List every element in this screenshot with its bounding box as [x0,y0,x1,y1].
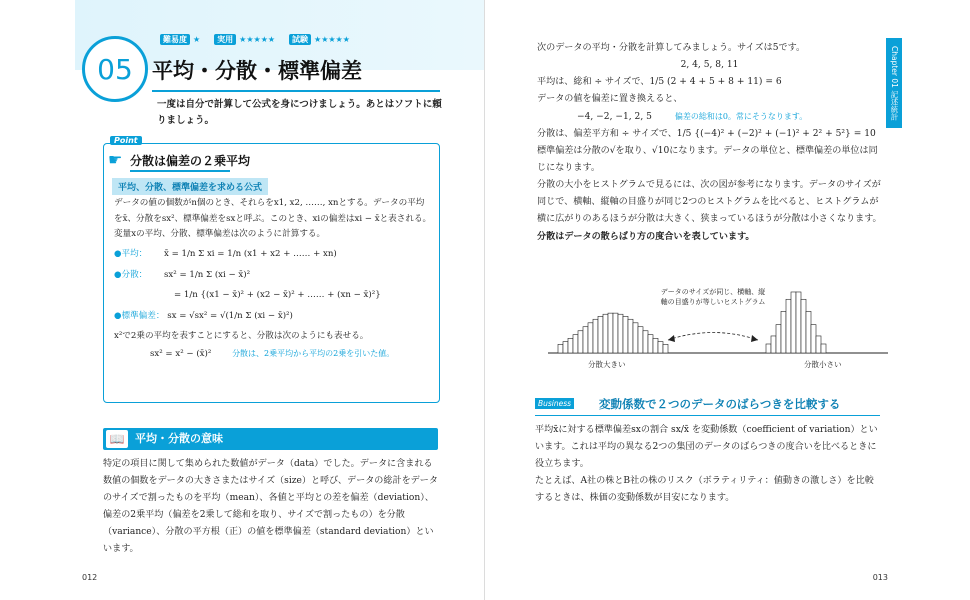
deviation-values: −4, −2, −1, 2, 5 [577,112,652,122]
histogram-bar [608,313,613,353]
page-number-left: 012 [82,573,98,582]
histogram-bar [658,342,663,353]
deviation-row [577,108,882,126]
histogram-bar [628,319,633,353]
histogram-bar [578,331,583,353]
business-paragraph: 平均x̄に対する標準偏差sxの割合 sx/x̄ を変動係数（coefficient of variation）といいます。これは平均の異なる2つの集団のデータのばらつきの度合いを比べるときに役立ちます。 [535,425,878,469]
histogram-bar [598,316,603,353]
rating-difficulty [160,34,200,45]
histogram-bar [821,344,826,353]
point-box [103,136,440,403]
mean-calculation: 平均は、総和 ÷ サイズで、1/5 (2 + 4 + 5 + 8 + 11) = 6 [537,77,782,87]
rating-stars: ★ [193,35,201,44]
deviation-note: 偏差の総和は0。常にそうなります。 [674,112,808,121]
rating-stars: ★★★★★ [239,35,276,44]
page-number-right: 013 [872,573,888,582]
book-icon: 📖 [106,430,128,448]
section-band [103,428,438,450]
alt-note: 分散は、2乗平均から平均の2乗を引いた値。 [232,349,395,358]
paragraph-text: 分散の大小をヒストグラムで見るには、次の図が参考になります。データのサイズが同じで、横軸、縦軸の目盛りが同じ2つのヒストグラムを比べると、ヒストグラムが横に広がりのあるほうが分散は大きく、狭まっているほうが分散は小さくなります。 [537,180,882,224]
alt-formula: sx² = x² − (x̄)² [150,349,212,359]
histogram-bar [806,311,811,353]
paragraph: 次のデータの平均・分散を計算してみましょう。サイズは5です。 [537,43,806,53]
histogram-wide [558,313,668,353]
divider [130,170,230,172]
histogram-bar [771,336,776,353]
histogram-bar [663,344,668,353]
business-tag: Business [535,398,574,409]
histogram-bar [583,327,588,353]
intro-text: 一度は自分で計算して公式を身につけましょう。あとはソフトに頼りましょう。 [157,99,442,126]
formula-subheading: 平均、分散、標準偏差を求める公式 [112,178,268,195]
variance-calculation: 分散は、偏差平方和 ÷ サイズで、1/5 {(−4)² + (−2)² + (−1)² + 2² + 5²} = 10 [537,129,876,139]
histogram-bar [618,314,623,353]
histogram-caption: データのサイズが同じ、横軸、縦軸の目盛りが等しいヒストグラム [660,288,766,306]
histogram-bar [801,299,806,353]
histogram-bar [623,316,628,353]
rating-label: 難易度 [160,34,190,45]
histogram-narrow [766,292,826,353]
histogram-bar [643,331,648,353]
rating-row [160,34,350,45]
section-body: 特定の項目に関して集められた数値がデータ（data）でした。データに含まれる数値の個数をデータの大きさまたはサイズ（size）と呼び、データの総計をデータのサイズで割ったものを平均（mean）、各値と平均との差を偏差（deviation）、偏差の2乗平均（偏差を2乗して総和を取り、サイズで割ったもの）を分散（variance）、分散の平方根（正）の値を標準偏差（standard deviation）といいます。 [103,459,438,554]
alt-row [150,346,432,363]
histogram-bar [766,344,771,353]
right-page [485,0,970,600]
histogram-bar [563,342,568,353]
pointing-hand-icon: ☛ [108,150,123,169]
business-band [535,397,880,416]
histogram-bar [633,323,638,353]
histogram-bar [568,338,573,353]
rating-stars: ★★★★★ [314,35,350,44]
histogram-bar [638,327,643,353]
variance-label: ●分散： [114,270,148,280]
point-label: Point [110,136,142,145]
arrow-head-left [668,335,675,342]
rating-exam [289,34,350,45]
business-body [535,422,880,507]
paragraph: データの値を偏差に置き換えると、 [537,94,683,104]
chapter-side-tab: Chapter 01 記述統計 [886,38,902,128]
section-title: 平均・分散の意味 [135,432,223,445]
histogram-bar [791,292,796,353]
histogram-left-label: 分散大きい [588,360,626,369]
histogram-bar [573,335,578,353]
business-title: 変動係数で２つのデータのばらつきを比較する [599,397,841,411]
point-paragraph: データの値の個数がn個のとき、それらをx1, x2, ……, xnとする。データの平均をx̄、分散をsx²、標準偏差をsxと呼ぶ。このとき、xiの偏差はxi − x̄と表される。変量xの平均、分散、標準偏差は次のように計算する。 [114,198,432,239]
rating-label: 実用 [214,34,236,45]
variance-formula-expanded: = 1/n {(x1 − x̄)² + (x2 − x̄)² + …… + (xn − x̄)²} [174,289,381,300]
business-paragraph: たとえば、A社の株とB社の株のリスク（ボラティリティ：値動きの激しさ）を比較するときは、株価の変動係数が目安になります。 [535,476,874,503]
paragraph [537,177,882,246]
histogram-bar [558,344,563,353]
histogram-bar [796,292,801,353]
histogram-bar [648,335,653,353]
emphasis-text: 分散はデータの散らばり方の度合いを表しています。 [537,231,755,242]
histogram-bar [588,323,593,353]
comparison-arrow [668,333,758,341]
histogram-bar [781,311,786,353]
histogram-bar [811,325,816,353]
right-body [537,40,882,246]
histogram-bar [653,338,658,353]
histogram-bar [593,319,598,353]
point-body [114,196,432,363]
title-bar [152,52,440,92]
variance-formula: sx² = 1/n Σ (xi − x̄)² [164,270,251,280]
chapter-number: 05 [82,36,148,102]
alt-paragraph: x²で2乗の平均を表すことにすると、分散は次のようにも表せる。 [114,330,369,341]
mean-label: ●平均： [114,248,148,259]
histogram-right-label: 分散小さい [804,360,842,369]
data-values: 2, 4, 5, 8, 11 [680,60,739,70]
mean-row [114,247,432,263]
point-heading: 分散は偏差の２乗平均 [130,154,251,168]
histogram-bar [613,313,618,353]
page-title: 平均・分散・標準偏差 [152,59,362,83]
rating-label: 試験 [289,34,311,45]
histogram-bar [786,299,791,353]
paragraph: 標準偏差は分散の√を取り、√10になります。データの単位と、標準偏差の単位は同じになります。 [537,146,878,173]
sd-label: ●標準偏差： [114,311,165,321]
variance-row [114,268,432,284]
arrow-head-right [751,335,758,342]
sd-formula: sx = √sx² = √(1/n Σ (xi − x̄)²) [167,311,293,321]
histogram-bar [776,325,781,353]
mean-formula: x̄ = 1/n Σ xi = 1/n (x1 + x2 + …… + xn) [164,248,337,259]
histogram-figure [548,285,888,375]
rating-practical [214,34,275,45]
sd-row [114,309,432,325]
histogram-bar [816,336,821,353]
histogram-bar [603,314,608,353]
